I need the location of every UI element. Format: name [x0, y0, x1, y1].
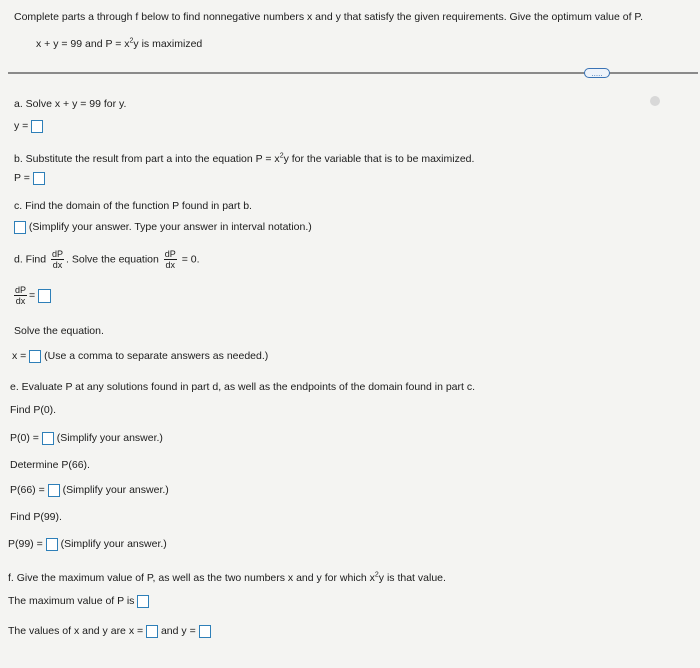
xy-values-label: The values of x and y are x = [8, 625, 144, 637]
part-a-answer-row [14, 119, 43, 133]
dp-dx-fraction [51, 249, 64, 270]
dp-dx-fraction-3 [14, 285, 27, 306]
solve-equation-label: Solve the equation. [14, 325, 104, 337]
x-value-box[interactable] [146, 625, 158, 638]
p66-hint: (Simplify your answer.) [62, 484, 169, 496]
part-c-prompt: c. Find the domain of the function P found in part b. [14, 200, 252, 212]
part-b-prompt [14, 152, 474, 166]
p99-answer-box[interactable] [46, 538, 58, 551]
part-f-prompt-sup: 2 [374, 571, 379, 579]
part-f-prompt-post: y is that value. [378, 572, 446, 584]
max-value-label: The maximum value of P is [8, 595, 135, 607]
y-value-box[interactable] [199, 625, 211, 638]
part-d-x-lhs: x = [12, 350, 27, 362]
max-value-box[interactable] [137, 595, 149, 608]
part-b-prompt-sup: 2 [279, 152, 284, 160]
part-f-prompt [8, 571, 446, 585]
xy-values-row [8, 624, 211, 638]
part-d-prompt [14, 249, 200, 270]
p99-hint: (Simplify your answer.) [60, 538, 167, 550]
equation-pre: x + y = 99 and P = x [36, 38, 130, 50]
and-y-label: and y = [160, 625, 196, 637]
p99-lhs: P(99) = [8, 538, 43, 550]
given-equation [36, 37, 202, 51]
part-d-prompt-post: = 0. [181, 253, 200, 266]
part-d-derivative-row: $\frac{dP}{dx}$ = [14, 285, 51, 306]
part-a-answer-box[interactable] [31, 120, 43, 133]
p0-lhs: P(0) = [10, 432, 39, 444]
fraction-denominator: dx [52, 260, 63, 270]
part-d-prompt-pre: d. Find [14, 253, 47, 266]
part-d-x-hint: (Use a comma to separate answers as needed.) [44, 350, 269, 362]
p66-row [10, 483, 169, 497]
part-d-derivative-box[interactable] [38, 289, 51, 303]
settings-icon [650, 96, 660, 106]
find-p0-label: Find P(0). [10, 404, 57, 416]
equation-post: y is maximized [133, 38, 203, 50]
part-c-answer-box[interactable] [14, 221, 26, 234]
part-b-answer-box[interactable] [33, 172, 45, 185]
p0-hint: (Simplify your answer.) [56, 432, 163, 444]
p66-answer-box[interactable] [48, 484, 60, 497]
fraction-denominator: dx [15, 296, 26, 306]
fraction-numerator: dP [52, 249, 64, 259]
p0-row [10, 431, 163, 445]
fraction-numerator: dP [15, 285, 27, 295]
p99-row [8, 537, 167, 551]
part-e-prompt: e. Evaluate P at any solutions found in part d, as well as the endpoints of the domain found in part c. [10, 381, 476, 393]
p66-lhs: P(66) = [10, 484, 45, 496]
equation-sup: 2 [129, 37, 134, 45]
part-d-prompt-mid: . Solve the equation [66, 253, 159, 266]
instruction-text: Complete parts a through f below to find nonnegative numbers x and y that satisfy the given requirements. Give the optimum value of P. [14, 11, 643, 23]
p0-answer-box[interactable] [42, 432, 54, 445]
part-d-x-row [12, 349, 268, 363]
part-b-answer-row [14, 171, 45, 185]
part-a-prompt: a. Solve x + y = 99 for y. [14, 98, 127, 110]
find-p99-label: Find P(99). [10, 511, 62, 523]
part-d-x-box[interactable] [29, 350, 41, 363]
part-a-lhs: y = [14, 120, 29, 132]
determine-p66-label: Determine P(66). [10, 459, 90, 471]
part-b-lhs: P = [14, 172, 30, 184]
part-b-prompt-pre: b. Substitute the result from part a into the equation P = x [14, 153, 280, 165]
part-c-answer-row [14, 220, 312, 234]
max-value-row [8, 594, 149, 608]
dp-dx-fraction-2 [164, 249, 177, 270]
part-f-prompt-pre: f. Give the maximum value of P, as well as the two numbers x and y for which x [8, 572, 375, 584]
more-options-button[interactable]: ..... [584, 68, 610, 78]
part-c-hint: (Simplify your answer. Type your answer in interval notation.) [28, 221, 312, 233]
part-b-prompt-post: y for the variable that is to be maximized. [283, 153, 475, 165]
fraction-denominator: dx [165, 260, 176, 270]
fraction-numerator: dP [164, 249, 176, 259]
